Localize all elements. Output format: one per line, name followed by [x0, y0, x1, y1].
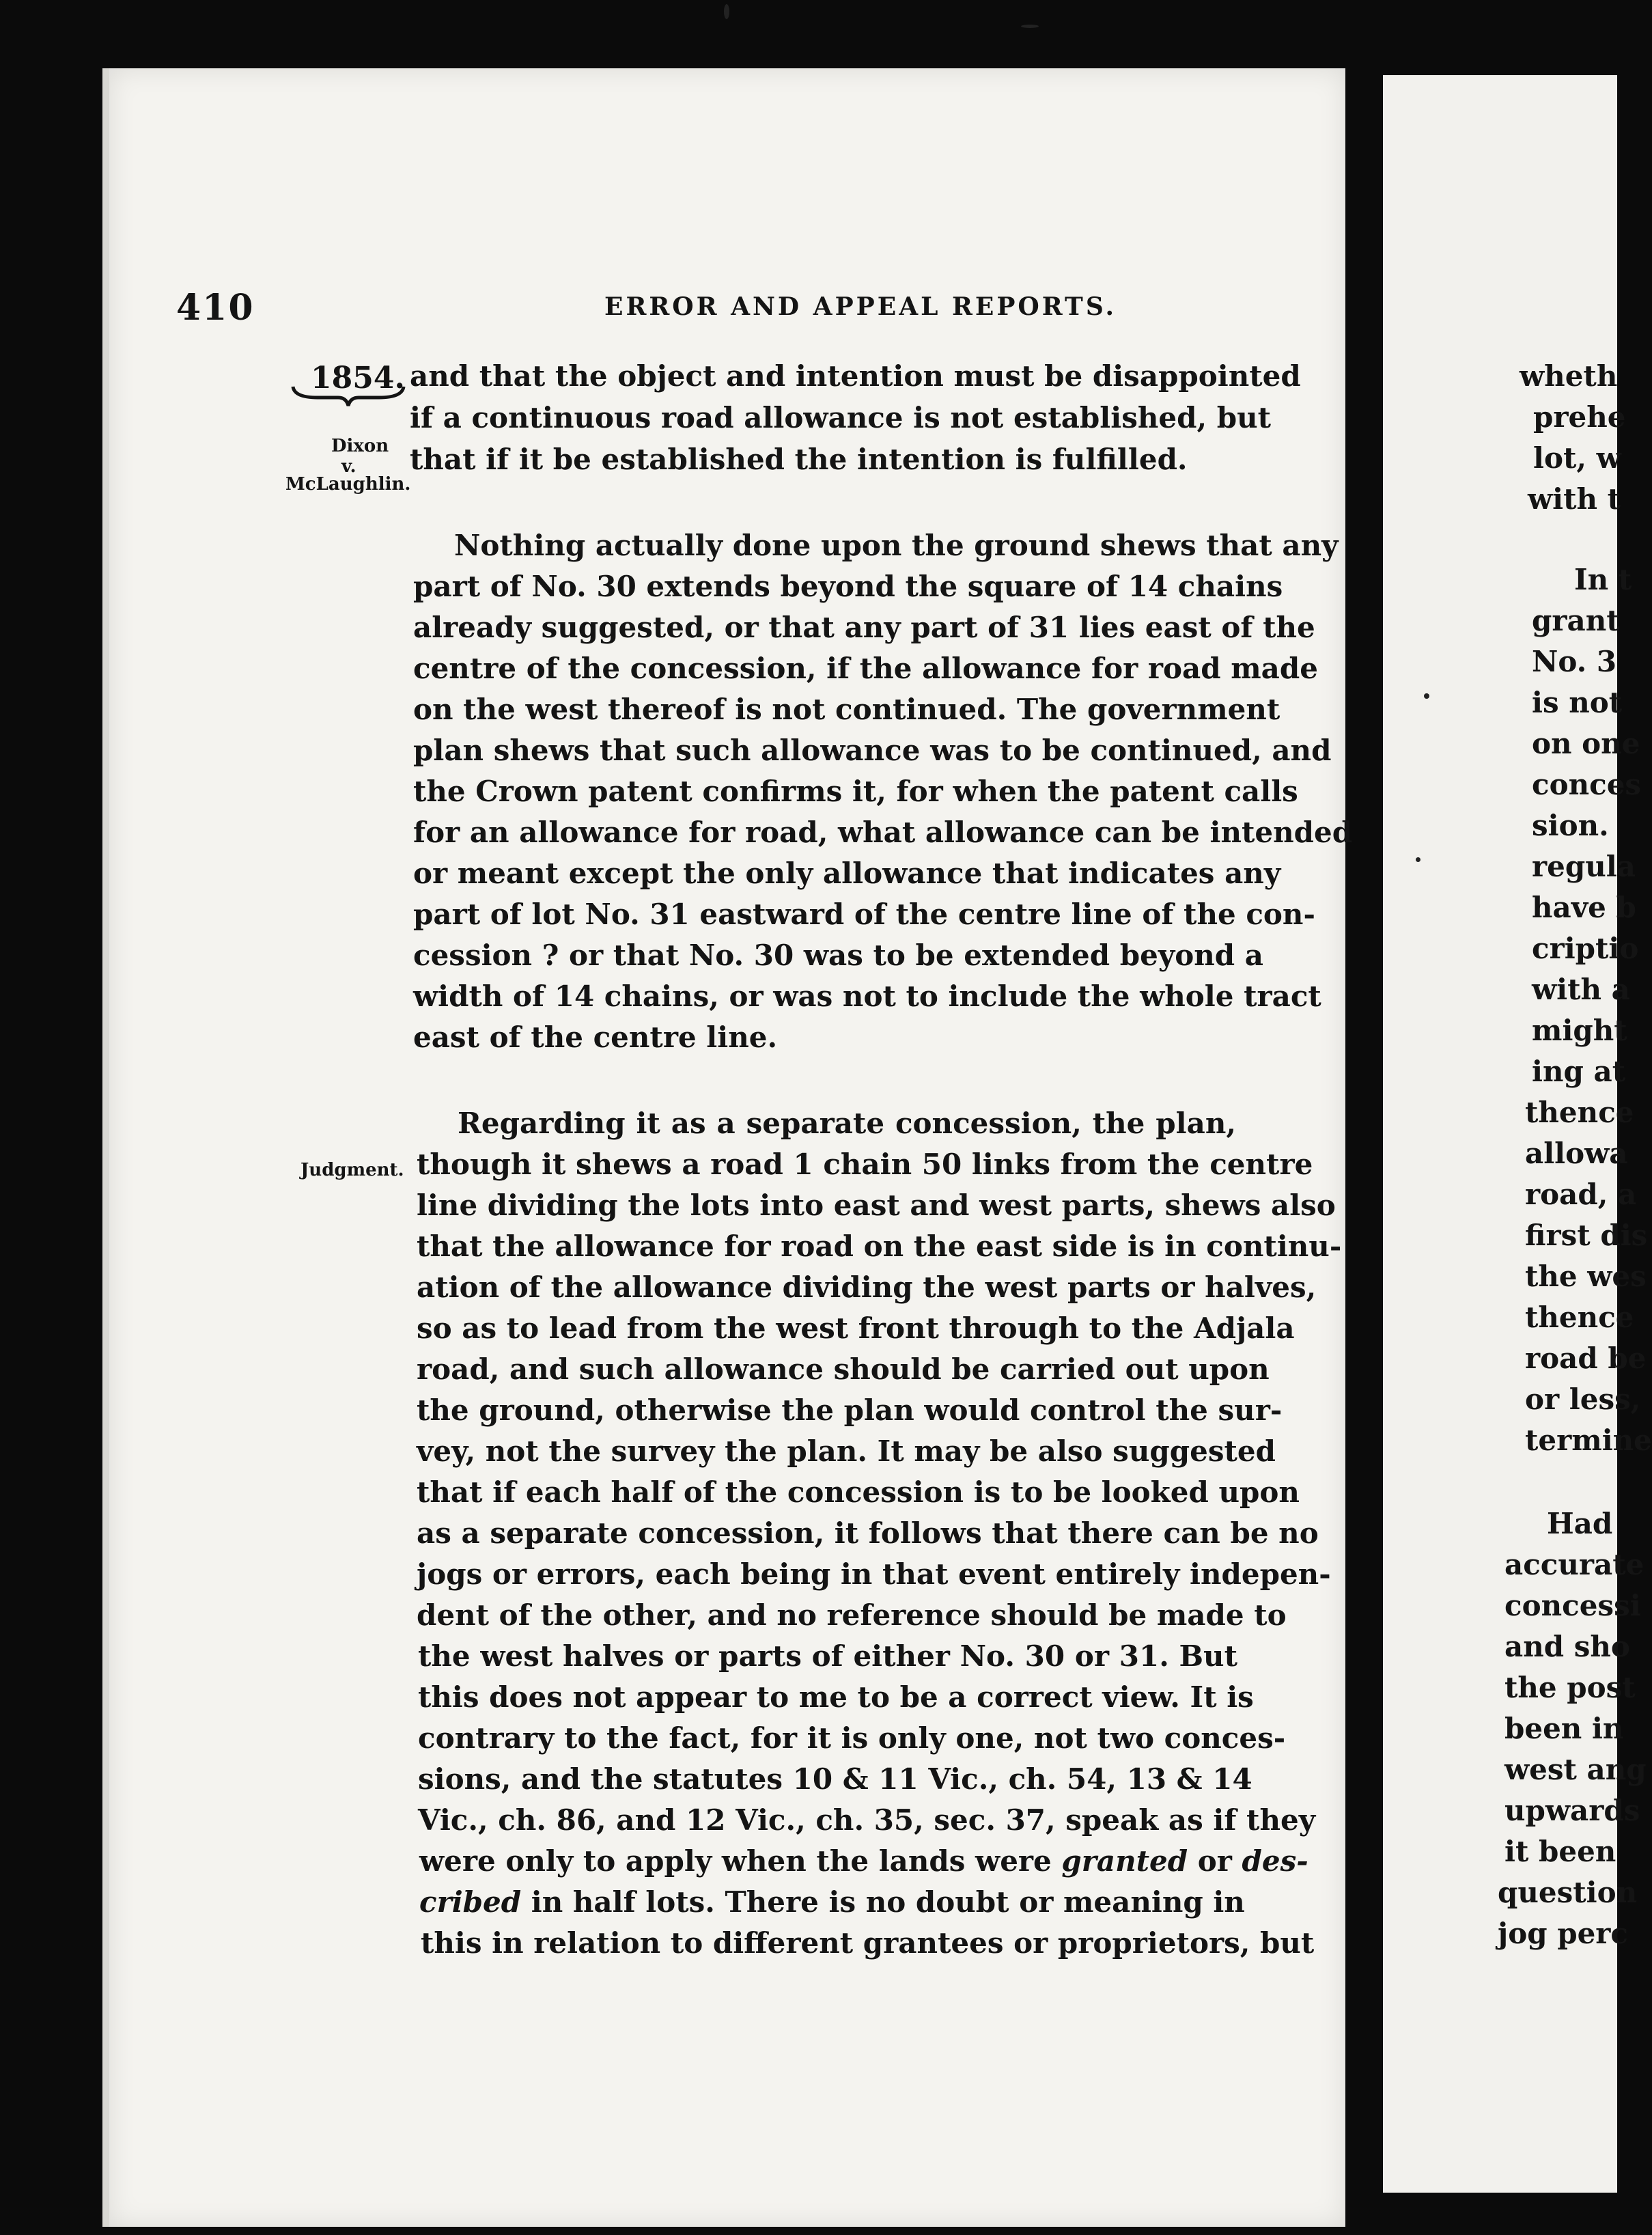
facing-line: with t: [1528, 482, 1621, 516]
text-segment: or: [1188, 1844, 1242, 1878]
text-line: cession ? or that No. 30 was to be extended beyond a: [413, 939, 1263, 972]
text-line: the Crown patent confirms it, for when the patent calls: [413, 775, 1298, 808]
text-line: sions, and the statutes 10 & 11 Vic., ch. 54, 13 & 14: [418, 1762, 1252, 1796]
scan-speck: [1021, 25, 1039, 28]
facing-line: with a: [1532, 973, 1630, 1006]
text-line: centre of the concession, if the allowance for road made: [413, 652, 1318, 685]
italic-word: granted: [1061, 1844, 1188, 1878]
facing-line: question: [1498, 1876, 1638, 1909]
text-line: as a separate concession, it follows that there can be no: [417, 1516, 1319, 1550]
facing-line: termine: [1525, 1424, 1652, 1457]
scan-speck: [724, 4, 729, 19]
facing-line: allowa: [1525, 1137, 1628, 1170]
facing-line: wheth: [1520, 359, 1618, 393]
italic-word: des-: [1242, 1844, 1308, 1878]
text-line-with-italics: [419, 1844, 1308, 1878]
facing-line: or less,: [1525, 1383, 1641, 1416]
facing-line: prehe: [1533, 400, 1626, 434]
text-line: part of No. 30 extends beyond the square of 14 chains: [413, 570, 1283, 603]
facing-line: on one: [1532, 727, 1640, 760]
text-line: for an allowance for road, what allowance can be intended: [413, 816, 1353, 849]
text-line: contrary to the fact, for it is only one, not two conces-: [418, 1721, 1286, 1755]
case-brace: [290, 383, 406, 410]
facing-line: and sho: [1504, 1630, 1630, 1663]
facing-line: thence: [1525, 1301, 1634, 1334]
text-line: or meant except the only allowance that indicates any: [413, 857, 1281, 890]
text-line: the west halves or parts of either No. 30 or 31. But: [418, 1639, 1237, 1673]
text-line-with-italics: [419, 1885, 1245, 1919]
text-line: ation of the allowance dividing the west parts or halves,: [417, 1271, 1317, 1304]
facing-line: sion.: [1532, 809, 1609, 842]
facing-line: thence: [1525, 1096, 1634, 1129]
margin-v: v.: [341, 456, 356, 477]
page-number: 410: [176, 287, 255, 329]
margin-year: 1854.: [311, 361, 405, 395]
italic-word: cribed: [419, 1885, 522, 1919]
text-line: vey, not the survey the plan. It may be also suggested: [417, 1434, 1276, 1468]
text-segment: were only to apply when the lands were: [419, 1844, 1062, 1878]
facing-line: In t: [1574, 563, 1632, 596]
facing-line: No. 3: [1532, 645, 1617, 678]
text-line: dent of the other, and no reference should be made to: [417, 1598, 1287, 1632]
facing-page: [1383, 75, 1652, 2193]
facing-line: conces: [1532, 768, 1642, 801]
facing-line: regula: [1532, 850, 1636, 883]
facing-line: jog perc: [1498, 1917, 1628, 1950]
facing-line: west ang: [1504, 1753, 1647, 1786]
running-head: ERROR AND APPEAL REPORTS.: [604, 292, 1117, 321]
facing-line: accurate: [1504, 1548, 1644, 1581]
text-line: that if it be established the intention is fulfilled.: [410, 443, 1188, 476]
text-line: if a continuous road allowance is not established, but: [410, 401, 1272, 434]
facing-line: criptio: [1532, 932, 1639, 965]
text-line: part of lot No. 31 eastward of the centre line of the con-: [413, 898, 1315, 931]
scan-speck: [1424, 693, 1429, 699]
facing-line: ing at: [1532, 1055, 1626, 1088]
text-line: jogs or errors, each being in that event entirely indepen-: [417, 1557, 1331, 1591]
text-line: this does not appear to me to be a correct view. It is: [418, 1680, 1254, 1714]
facing-line: been in: [1504, 1712, 1624, 1745]
text-line: that if each half of the concession is to be looked upon: [417, 1475, 1300, 1509]
facing-line: road, a: [1525, 1178, 1637, 1211]
text-line: this in relation to different grantees or proprietors, but: [421, 1926, 1315, 1960]
text-line: so as to lead from the west front through to the Adjala: [417, 1311, 1295, 1345]
margin-party-1: Dixon: [331, 436, 389, 456]
facing-line: the post: [1504, 1671, 1636, 1704]
facing-line: Had: [1547, 1507, 1613, 1540]
text-line: on the west thereof is not continued. The government: [413, 693, 1280, 726]
text-line: road, and such allowance should be carried out upon: [417, 1352, 1270, 1386]
text-line: the ground, otherwise the plan would control the sur-: [417, 1393, 1283, 1427]
facing-line: is not: [1532, 686, 1623, 719]
text-line: that the allowance for road on the east side is in continu-: [417, 1230, 1342, 1263]
text-line: already suggested, or that any part of 31 lies east of the: [413, 611, 1315, 644]
margin-party-2: McLaughlin.: [285, 474, 411, 495]
text-line: Vic., ch. 86, and 12 Vic., ch. 35, sec. 37, speak as if they: [418, 1803, 1316, 1837]
facing-line: road be: [1525, 1342, 1647, 1375]
text-line: though it shews a road 1 chain 50 links from the centre: [417, 1148, 1313, 1181]
margin-judgment: Judgment.: [300, 1160, 404, 1180]
scan-speck: [1416, 857, 1420, 862]
facing-line: have b: [1532, 891, 1636, 924]
facing-line: upwards: [1504, 1794, 1640, 1827]
text-segment: in half lots. There is no doubt or meaning in: [521, 1885, 1245, 1919]
facing-line: the wes: [1525, 1260, 1647, 1293]
text-line: line dividing the lots into east and west parts, shews also: [417, 1189, 1336, 1222]
text-line: plan shews that such allowance was to be continued, and: [413, 734, 1332, 767]
text-line: Regarding it as a separate concession, the plan,: [458, 1107, 1236, 1140]
text-line: width of 14 chains, or was not to include the whole tract: [413, 980, 1321, 1013]
text-line: east of the centre line.: [413, 1021, 778, 1054]
text-line: Nothing actually done upon the ground shews that any: [454, 529, 1339, 562]
facing-line: concessi: [1504, 1589, 1641, 1622]
facing-line: grant: [1532, 604, 1620, 637]
facing-line: might: [1532, 1014, 1627, 1047]
text-line: and that the object and intention must be disappointed: [410, 359, 1301, 393]
facing-line: lot, w: [1533, 441, 1621, 475]
facing-line: first dis: [1525, 1219, 1648, 1252]
facing-line: it been: [1504, 1835, 1616, 1868]
